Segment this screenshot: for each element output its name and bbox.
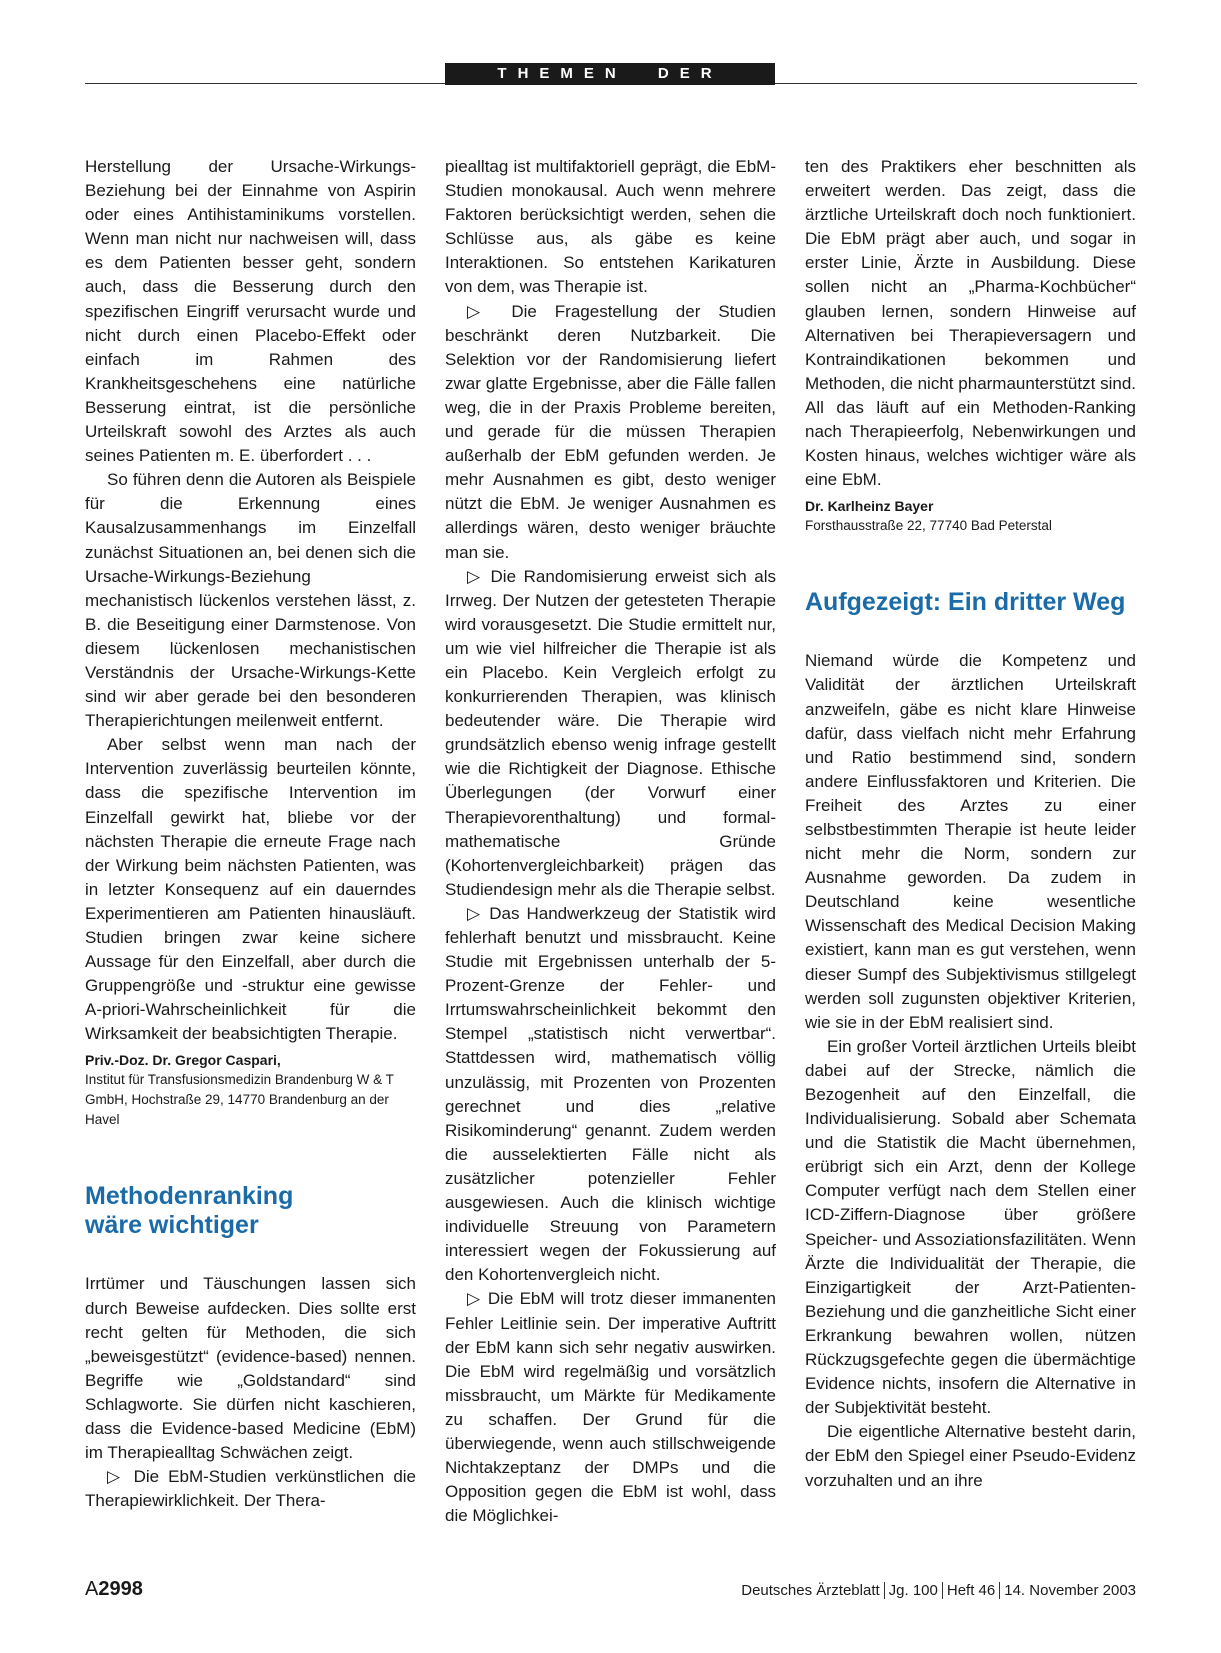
author-name: Priv.-Doz. Dr. Gregor Caspari, xyxy=(85,1052,281,1069)
paragraph: piealltag ist multifaktoriell geprägt, die EbM-Studien monokausal. Auch wenn mehrere Faktoren berücksichtigt werden, sehen die Schlüsse aus, als gäbe es keine Interaktionen. So entstehen Karikaturen von dem, was Therapie ist. xyxy=(445,157,776,297)
paragraph: Niemand würde die Kompetenz und Validität der ärztlichen Urteilskraft anzweifeln, gäbe es nicht klare Hinweise dafür, dass vielfach nicht mehr Erfahrung und Ratio bestimmend sind, sondern andere Einflussfaktoren und Kriterien. Die Freiheit des Arztes zu einer selbstbestimmten Therapie ist heute leider nicht mehr die Norm, sondern zur Ausnahme geworden. Da zudem in Deutschland keine wesentliche Wissenschaft des Medical Decision Making existiert, kann man es gut verstehen, wenn dieser Sumpf des Subjektivismus stillgelegt werden soll zugunsten objektiver Kriterien, wie sie in der EbM realisiert sind. xyxy=(805,651,1136,1032)
paragraph: Herstellung der Ursache-Wirkungs-Beziehung bei der Einnahme von Aspirin oder eines Antihistaminikums vorstellen. Wenn man nicht nur nachweisen will, dass es dem Patienten besser geht, sondern auch, dass die Besserung durch den spezifischen Eingriff verursacht wurde und nicht durch einen Placebo-Effekt oder einfach im Rahmen des Krankheitsgeschehens eine natürliche Besserung eintrat, ist die persönliche Urteilskraft sowohl des Arztes als auch seines Patienten m. E. überfordert . . . xyxy=(85,157,416,466)
heading-line: Methodenranking xyxy=(85,1182,294,1211)
page-number xyxy=(85,1578,143,1601)
author-address: Forsthausstraße 22, 77740 Bad Peterstal xyxy=(805,518,1052,534)
author-name: Dr. Karlheinz Bayer xyxy=(805,498,934,515)
paragraph: Die eigentliche Alternative besteht darin, der EbM den Spiegel einer Pseudo-Evidenz vorzuhalten und an ihre xyxy=(805,1422,1136,1490)
journal-volume: Jg. 100 xyxy=(888,1582,938,1599)
section-heading: Aufgezeigt: Ein dritter Weg xyxy=(805,588,1126,617)
paragraph: ▷ Das Handwerkzeug der Statistik wird fehlerhaft benutzt und missbraucht. Keine Studie mit Ergebnissen unterhalb der 5-Prozent-Grenze der Fehler- und Irrtumswahrscheinlichkeit bekommt den Stempel „statistisch nicht verwertbar“. Stattdessen wird, mathematisch völlig unzulässig, mit Prozenten von Prozenten gerechnet und dies „relative Risikominderung“ genannt. Zudem werden die ausselektierten Fälle nicht als zusätzlicher potenzieller Fehler ausgewiesen. Auch die klinisch wichtige individuelle Streuung von Parametern interessiert wegen der Fokussierung auf den Kohortenvergleich nicht. xyxy=(445,902,776,1288)
paragraph: ten des Praktikers eher beschnitten als erweitert werden. Das zeigt, dass die ärztliche Urteilskraft doch noch funktioniert. Die EbM prägt aber auch, und sogar in erster Linie, Ärzte in Ausbildung. Diese sollen nicht an „Pharma-Kochbücher“ glauben lernen, sondern Hinweise auf Alternativen bei Therapieversagern und Kontraindikationen bekommen und Methoden, die nicht pharmaunterstützt sind. All das läuft auf ein Methoden-Ranking nach Therapieerfolg, Nebenwirkungen und Kosten hinaus, welches wichtiger wäre als eine EbM. xyxy=(805,157,1136,490)
page-prefix: A xyxy=(85,1578,99,1600)
page-number-value: 2998 xyxy=(98,1578,143,1600)
paragraph: Aber selbst wenn man nach der Intervention zuverlässig beurteilen könnte, dass die spezifische Intervention im Einzelfall gewirkt hat, bliebe vor der nächsten Therapie die erneute Frage nach der Wirkung beim nächsten Patienten, was in letzter Konsequenz auf ein dauerndes Experimentieren am Patienten hinausläuft. Studien bringen zwar keine sichere Aussage für den Einzelfall, aber durch die Gruppengröße und -struktur eine gewisse A-priori-Wahrscheinlichkeit für die Wirksamkeit der beabsichtigten Therapie. xyxy=(85,735,416,1044)
paragraph: ▷ Die EbM will trotz dieser immanenten Fehler Leitlinie sein. Der imperative Auftritt der EbM kann sich sehr negativ auswirken. Die EbM wird regelmäßig und vorsätzlich missbraucht, um Märkte für Medikamente zu schaffen. Der Grund für die überwiegende, wenn auch stillschweigende Nichtakzeptanz der DMPs und die Opposition gegen die EbM ist wohl, dass die Möglichkei- xyxy=(445,1287,776,1528)
column-3 xyxy=(805,155,1136,1493)
paragraph: Ein großer Vorteil ärztlichen Urteils bleibt dabei auf der Strecke, nämlich die Bezogenheit auf den Einzelfall, die Individualisierung. Sobald aber Schemata und die Statistik die Macht übernehmen, erübrigt sich ein Arzt, denn der Kollege Computer verfügt nach dem Stellen einer ICD-Ziffern-Diagnose über größere Speicher- und Assoziationsfazilitäten. Wenn Ärzte die Individualität der Therapie, die Einzigartigkeit der Arzt-Patienten-Beziehung und die ganzheitliche Sicht einer Erkrankung bewahren wollen, nützen Rückzugsgefechte gegen die übermächtige Evidence nichts, insofern die Alternative in der Subjektivität besteht. xyxy=(805,1036,1136,1418)
column-2 xyxy=(445,155,776,1528)
paragraph: ▷ Die EbM-Studien verkünstlichen die Therapiewirklichkeit. Der Thera- xyxy=(85,1465,416,1513)
heading-line: wäre wichtiger xyxy=(85,1211,259,1240)
journal-issue: Heft 46 xyxy=(946,1582,996,1599)
paragraph: Irrtümer und Täuschungen lassen sich durch Beweise aufdecken. Dies sollte erst recht gelten für Methoden, die sich „beweisgestützt“ (evidence-based) nennen. Begriffe wie „Goldstandard“ sind Schlagworte. Sie dürfen nicht kaschieren, dass die Evidence-based Medicine (EbM) im Therapiealltag Schwächen zeigt. xyxy=(85,1274,416,1463)
paragraph: ▷ Die Fragestellung der Studien beschränkt deren Nutzbarkeit. Die Selektion vor der Randomisierung liefert zwar glatte Ergebnisse, aber die Fälle fallen weg, die in der Praxis Probleme bereiten, und gerade für die müssen Therapien außerhalb der EbM gefunden werden. Je mehr Ausnahmen es gibt, desto weniger nützt die EbM. Je weniger Ausnahmen es allerdings wären, desto weniger bräuchte man sie. xyxy=(445,300,776,565)
column-1 xyxy=(85,155,416,1513)
paragraph: ▷ Die Randomisierung erweist sich als Irrweg. Der Nutzen der getesteten Therapie wird vorausgesetzt. Die Studie ermittelt nur, um wie viel hilfreicher die Therapie ist als ein Placebo. Kein Vergleich erfolgt zu konkurrierenden Therapien, was klinisch bedeutender wäre. Die Therapie wird grundsätzlich ebenso wenig infrage gestellt wie die Richtigkeit der Diagnose. Ethische Überlegungen (der Vorwurf einer Therapievorenthaltung) und formal-mathematische Gründe (Kohortenvergleichbarkeit) prägen das Studiendesign mehr als die Therapie selbst. xyxy=(445,565,776,902)
journal-name: Deutsches Ärzteblatt xyxy=(741,1582,880,1599)
journal-info xyxy=(741,1582,1136,1599)
section-heading xyxy=(85,1182,416,1240)
paragraph: So führen denn die Autoren als Beispiele für die Erkennung eines Kausalzusammenhangs im Einzelfall zunächst Situationen an, bei denen sich die Ursache-Wirkungs-Beziehung mechanistisch lückenlos verstehen lässt, z. B. die Beseitigung einer Darmstenose. Von diesem lückenlosen mechanistischen Verständnis der Ursache-Wirkungs-Kette sind wir aber gerade bei den besonderen Therapierichtungen meilenweit entfernt. xyxy=(85,470,416,731)
section-label: THEMEN DER ZEIT xyxy=(445,63,775,85)
author-address: Institut für Transfusionsmedizin Brandenburg W & T GmbH, Hochstraße 29, 14770 Brandenburg an der Havel xyxy=(85,1072,394,1128)
journal-date: 14. November 2003 xyxy=(1004,1582,1136,1599)
